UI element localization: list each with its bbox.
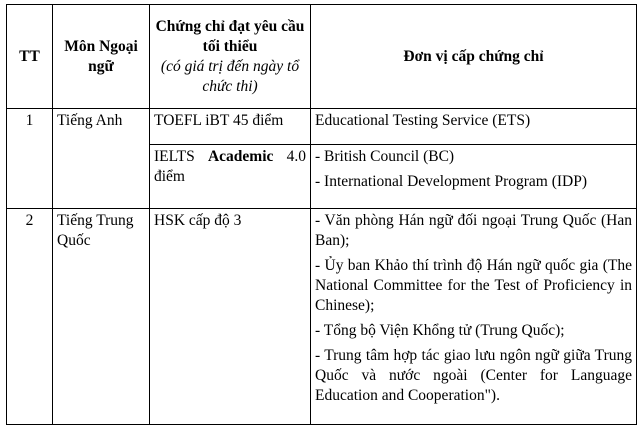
issuer-cell bbox=[311, 145, 637, 209]
table-row bbox=[7, 209, 637, 425]
issuer-cell bbox=[311, 209, 637, 425]
issuer-item: - International Development Program (IDP) bbox=[315, 173, 588, 190]
header-issuer: Đơn vị cấp chứng chỉ bbox=[311, 5, 637, 109]
issuer-item: - Tổng bộ Viện Khổng tử (Trung Quốc); bbox=[315, 322, 565, 339]
issuer-item: - Văn phòng Hán ngữ đối ngoại Trung Quốc (Han Ban); bbox=[315, 212, 632, 249]
cert-cell bbox=[150, 109, 311, 145]
cert-text: IELTS bbox=[154, 148, 208, 165]
cert-cell bbox=[150, 145, 311, 209]
header-subject: Môn Ngoại ngữ bbox=[53, 5, 150, 109]
issuer-item: Educational Testing Service (ETS) bbox=[315, 112, 531, 129]
cert-text: TOEFL iBT 45 điểm bbox=[154, 112, 284, 129]
cert-text-post: 4.0 điểm bbox=[154, 148, 306, 185]
header-cert-note: (có giá trị đến ngày tổ chức thi) bbox=[160, 57, 300, 95]
certificate-table bbox=[6, 4, 637, 425]
header-cert bbox=[150, 5, 311, 109]
row-subject: Tiếng Anh bbox=[53, 109, 150, 209]
header-row bbox=[7, 5, 637, 109]
cert-cell: HSK cấp độ 3 bbox=[150, 209, 311, 425]
header-cert-title: Chứng chỉ đạt yêu cầu tối thiểu bbox=[155, 17, 305, 55]
issuer-item: - Ủy ban Khảo thí trình độ Hán ngữ quốc gia (The National Committee for the Test of Proficiency in Chinese); bbox=[315, 257, 632, 314]
cert-text-bold: Academic bbox=[207, 148, 274, 165]
row-number: 2 bbox=[7, 209, 53, 425]
issuer-item: - Trung tâm hợp tác giao lưu ngôn ngữ giữa Trung Quốc và nước ngoài (Center for Language Education and Cooperation"). bbox=[315, 347, 632, 404]
header-tt: TT bbox=[7, 5, 53, 109]
issuer-item: - British Council (BC) bbox=[315, 148, 455, 165]
row-subject: Tiếng Trung Quốc bbox=[53, 209, 150, 425]
row-number: 1 bbox=[7, 109, 53, 209]
table-row bbox=[7, 109, 637, 145]
issuer-cell bbox=[311, 109, 637, 145]
